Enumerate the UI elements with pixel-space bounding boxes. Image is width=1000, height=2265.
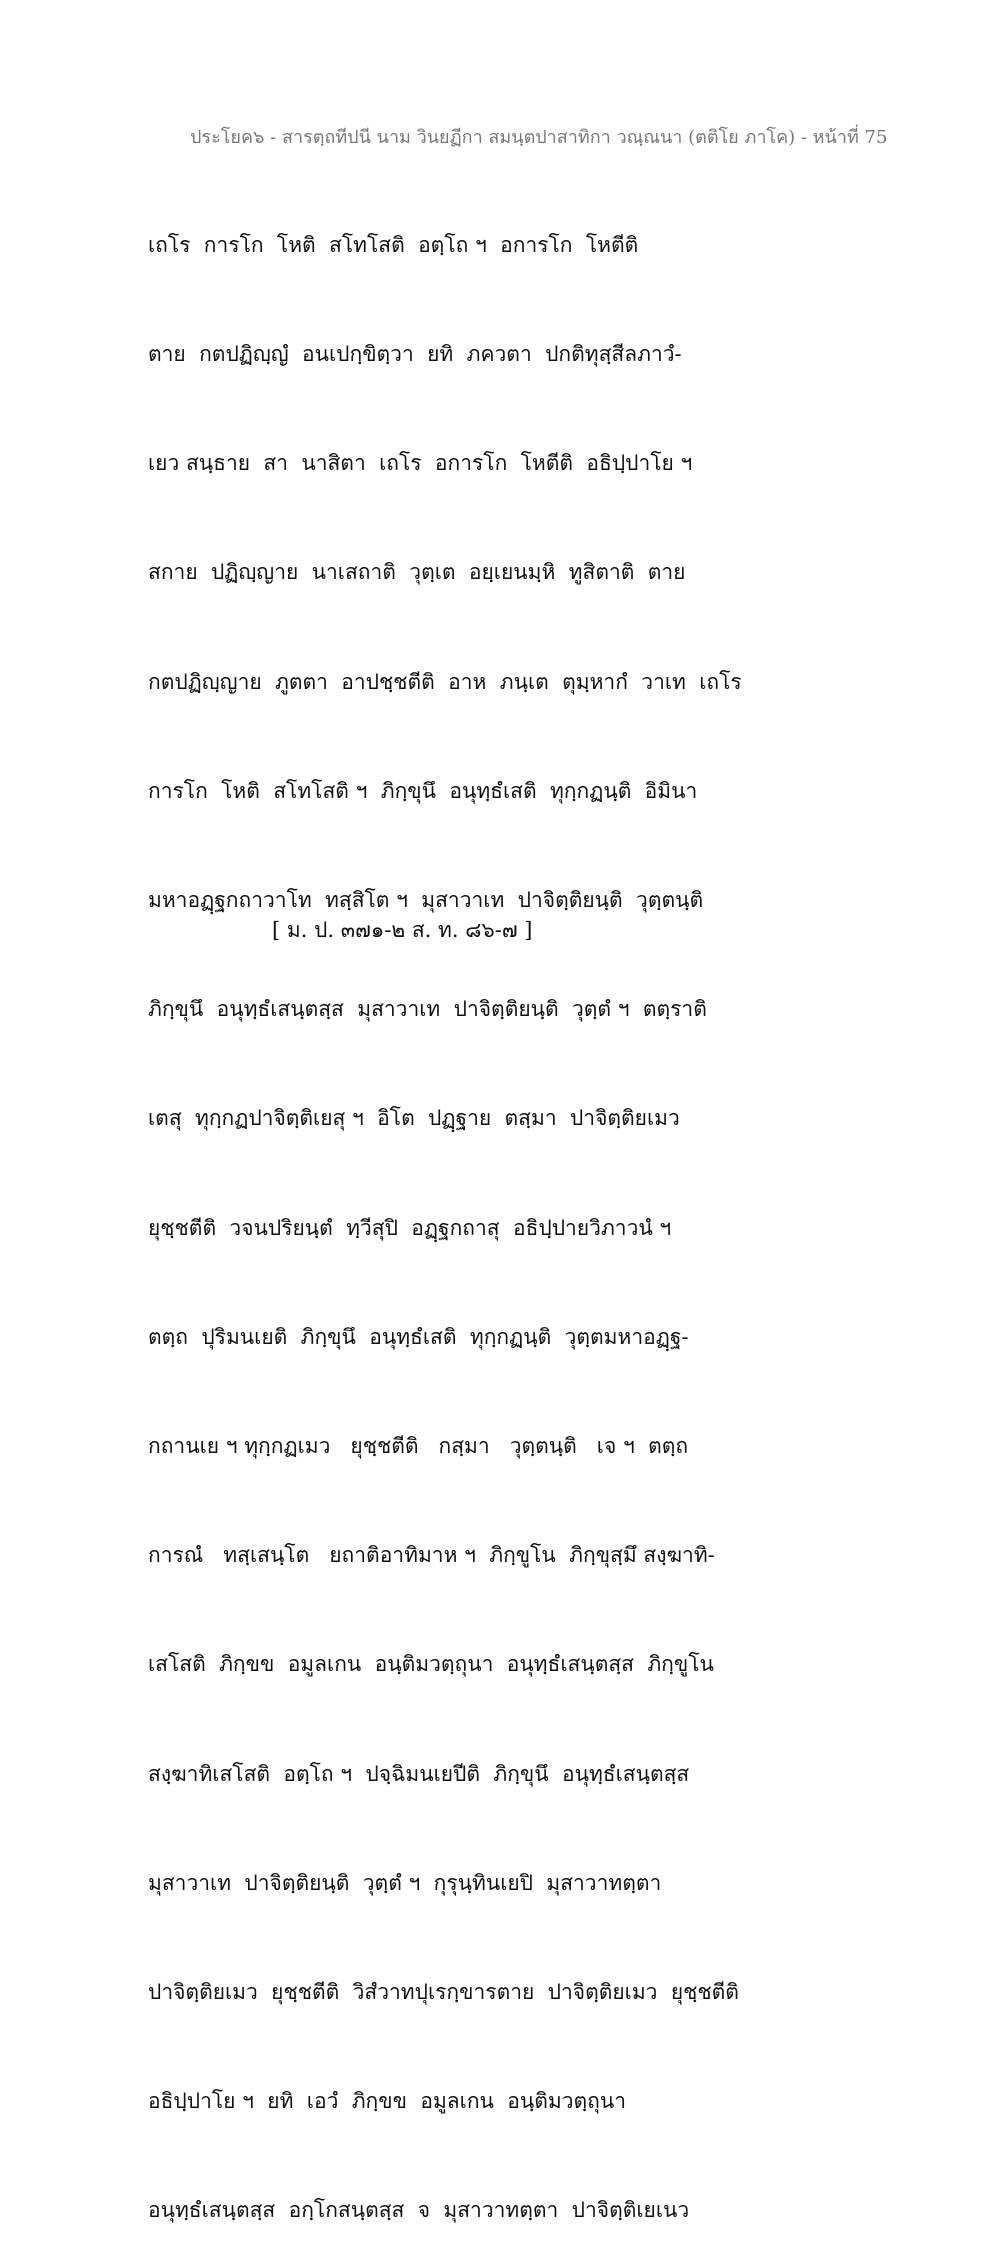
text-line: กตปฏิญฺญาย ภูตตา อาปชฺชตีติ อาห ภนฺเต ตุมฺหากํ วาเท เถโร bbox=[148, 669, 742, 694]
running-title: ประโยค๖ - สารตฺถทีปนี นาม วินยฏีกา สมนฺตปาสาทิกา วณฺณนา (ตติโย ภาโค) - หน้าที่ 75 bbox=[190, 127, 888, 148]
source-reference: [ ม. ป. ๓๗๑-๒ ส. ท. ๘๖-๗ ] bbox=[272, 918, 533, 942]
text-line: เสโสติ ภิกฺขข อมูลเกน อนฺติมวตฺถุนา อนุทฺธํเสนฺตสฺส ภิกฺขูโน bbox=[148, 1652, 714, 1677]
text-line: การณํ ทสฺเสนฺโต ยถาติอาทิมาห ฯ ภิกฺขูโน ภิกฺขุสฺมึ สงฺฆาทิ- bbox=[148, 1543, 715, 1568]
body-text bbox=[148, 154, 988, 2265]
text-line: ยุชฺชตีติ วจนปริยนฺตํ ทฺวีสุปิ อฏฺฐกถาสุ อธิปฺปายวิภาวนํ ฯ bbox=[148, 1215, 672, 1240]
text-line: สงฺฆาทิเสโสติ อตฺโถ ฯ ปจฺฉิมนเยปีติ ภิกฺขุนึ อนุทฺธํเสนฺตสฺส bbox=[148, 1761, 690, 1786]
text-line: มุสาวาเท ปาจิตฺติยนฺติ วุตฺตํ ฯ กุรุนฺทินเยปิ มุสาวาทตฺตา bbox=[148, 1870, 662, 1895]
text-line: เยว สนฺธาย สา นาสิตา เถโร อการโก โหตีติ อธิปฺปาโย ฯ bbox=[148, 451, 693, 476]
text-line: ภิกฺขุนึ อนุทฺธํเสนฺตสฺส มุสาวาเท ปาจิตฺติยนฺติ วุตฺตํ ฯ ตตฺราติ bbox=[148, 997, 707, 1022]
text-line: อธิปฺปาโย ฯ ยทิ เอวํ ภิกฺขข อมูลเกน อนฺติมวตฺถุนา bbox=[148, 2089, 626, 2114]
running-header bbox=[190, 122, 990, 151]
text-line: ปาจิตฺติยเมว ยุชฺชตีติ วิสํวาทปุเรกฺขารตาย ปาจิตฺติยเมว ยุชฺชตีติ bbox=[148, 1980, 739, 2005]
text-line: มหาอฏฺฐกถาวาโท ทสฺสิโต ฯ มุสาวาเท ปาจิตฺติยนฺติ วุตฺตนฺติ bbox=[148, 888, 704, 913]
text-line: การโก โหติ สโทโสติ ฯ ภิกฺขุนึ อนุทฺธํเสติ ทุกฺกฏนฺติ อิมินา bbox=[148, 778, 698, 803]
text-line: สกาย ปฏิญฺญาย นาเสถาติ วุตฺเต อยฺเยนมฺหิ ทูสิตาติ ตาย bbox=[148, 560, 686, 585]
text-line: อนุทฺธํเสนฺตสฺส อกฺโกสนฺตสฺส จ มุสาวาทตฺตา ปาจิตฺติเยเนว bbox=[148, 2198, 690, 2223]
text-line: กถานเย ฯ ทุกฺกฏเมว ยุชฺชตีติ กสฺมา วุตฺตนฺติ เจ ฯ ตตฺถ bbox=[148, 1434, 689, 1459]
text-line: ตตฺถ ปุริมนเยติ ภิกฺขุนึ อนุทฺธํเสติ ทุกฺกฏนฺติ วุตฺตมหาอฏฺฐ- bbox=[148, 1324, 689, 1349]
text-line: ตาย กตปฏิญฺญํ อนเปกฺขิตฺวา ยทิ ภควตา ปกติทุสฺสีลภาวํ- bbox=[148, 342, 682, 367]
text-line: เถโร การโก โหติ สโทโสติ อตฺโถ ฯ อการโก โหตีติ bbox=[148, 232, 639, 257]
text-line: เตสุ ทุกฺกฏปาจิตฺติเยสุ ฯ อิโต ปฏฺฐาย ตสฺมา ปาจิตฺติยเมว bbox=[148, 1106, 680, 1131]
